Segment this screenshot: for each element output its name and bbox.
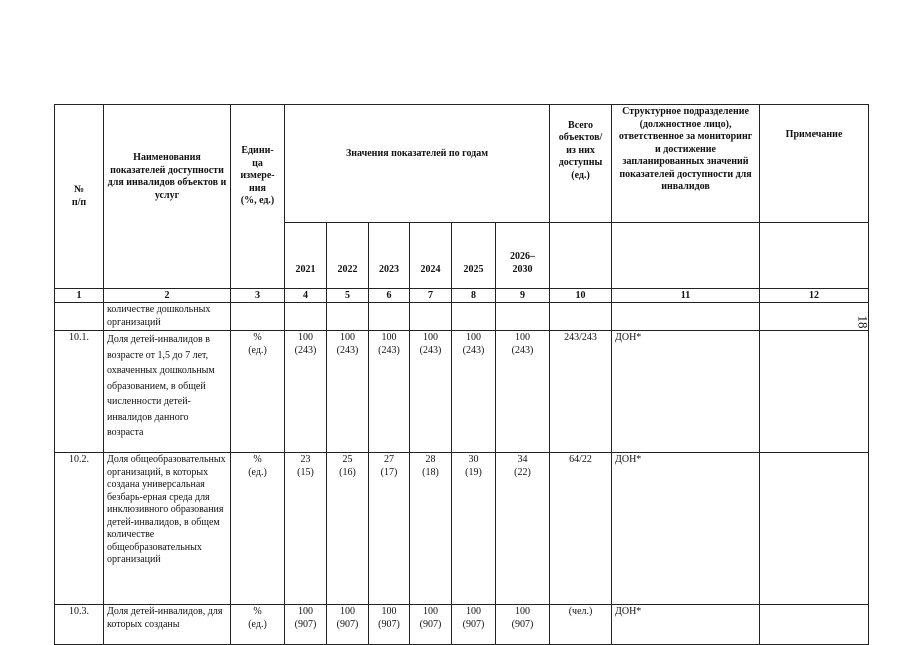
value-2025 [452, 331, 496, 453]
column-number: 9 [496, 289, 550, 303]
value-sub: (243) [462, 344, 485, 356]
responsible-unit: ДОН* [612, 453, 760, 605]
value-main: 100 [381, 332, 397, 343]
column-number: 2 [104, 289, 231, 303]
value-main: 25 [342, 454, 353, 465]
value-2022 [327, 605, 369, 645]
note-cell [760, 331, 869, 453]
value-2024 [410, 605, 452, 645]
column-number: 7 [410, 289, 452, 303]
value-main: 100 [466, 332, 481, 343]
column-number: 1 [55, 289, 104, 303]
value-sub: (907) [294, 618, 317, 630]
table-row-continuation [55, 303, 869, 331]
value-sub: (22) [514, 466, 531, 478]
value-sub: (243) [336, 344, 359, 356]
value-sub: (907) [419, 618, 442, 630]
value-sub: (243) [511, 344, 534, 356]
value-sub: (907) [336, 618, 359, 630]
header-year-2026-2030: 2026– 2030 [496, 223, 550, 289]
header-note: Примечание [760, 105, 869, 223]
value-2021 [285, 331, 327, 453]
value-2021 [285, 605, 327, 645]
column-number: 11 [612, 289, 760, 303]
column-number: 12 [760, 289, 869, 303]
row-number: 10.1. [55, 331, 104, 453]
value-2022 [327, 331, 369, 453]
total-objects: 64/22 [550, 453, 612, 605]
unit-cell: % (ед.) [231, 605, 285, 645]
note-cell [760, 453, 869, 605]
column-number: 4 [285, 289, 327, 303]
value-2026-2030 [496, 605, 550, 645]
value-main: 27 [384, 454, 394, 465]
indicator-name: Доля общеобразовательных организаций, в которых создана универсальная безбарь-ерная среда для инклюзивного образования детей-инвалидов, в общем количестве общеобразовательных организаций [104, 453, 231, 605]
header-responsible: Структурное подразделение (должностное лицо), ответственное за мониторинг и достижение запланированных значений показателей доступности для инвалидов [612, 105, 760, 223]
row-number: 10.2. [55, 453, 104, 605]
value-main: 34 [517, 454, 528, 465]
column-number: 3 [231, 289, 285, 303]
value-main: 100 [515, 606, 531, 617]
value-sub: (243) [294, 344, 317, 356]
value-2026-2030 [496, 331, 550, 453]
value-sub: (18) [422, 466, 439, 478]
value-2023 [369, 453, 410, 605]
value-main: 100 [298, 332, 313, 343]
header-total-objects: Всего объектов/ из них доступны (ед.) [550, 105, 612, 223]
indicators-table [54, 104, 869, 645]
column-number: 10 [550, 289, 612, 303]
header-empty-11 [612, 223, 760, 289]
total-objects: (чел.) [550, 605, 612, 645]
value-2021 [285, 453, 327, 605]
value-main: 100 [466, 606, 481, 617]
value-sub: (907) [378, 618, 400, 630]
column-number: 5 [327, 289, 369, 303]
value-2022 [327, 453, 369, 605]
value-sub: (907) [511, 618, 534, 630]
indicator-name: Доля детей-инвалидов в возрасте от 1,5 до 7 лет, охваченных дошкольным образованием, в общей численности детей-инвалидов данного возраста [104, 331, 231, 453]
header-empty-10 [550, 223, 612, 289]
value-main: 100 [340, 332, 355, 343]
header-year-2022: 2022 [327, 223, 369, 289]
value-main: 28 [425, 454, 436, 465]
value-2023 [369, 605, 410, 645]
unit-cell: % (ед.) [231, 331, 285, 453]
value-2024 [410, 453, 452, 605]
note-cell [760, 605, 869, 645]
row-number [55, 303, 104, 331]
value-main: 100 [423, 606, 438, 617]
header-empty-12 [760, 223, 869, 289]
value-2024 [410, 331, 452, 453]
header-year-2024: 2024 [410, 223, 452, 289]
value-sub: (19) [465, 466, 482, 478]
value-main: 100 [298, 606, 313, 617]
value-main: 30 [468, 454, 479, 465]
indicator-name: количестве дошкольных организаций [104, 303, 231, 331]
value-sub: (243) [378, 344, 400, 356]
value-main: 100 [381, 606, 397, 617]
value-2025 [452, 605, 496, 645]
value-2023 [369, 331, 410, 453]
value-main: 100 [340, 606, 355, 617]
header-year-2021: 2021 [285, 223, 327, 289]
value-sub: (15) [297, 466, 314, 478]
value-2026-2030 [496, 453, 550, 605]
responsible-unit: ДОН* [612, 605, 760, 645]
indicator-name: Доля детей-инвалидов, для которых созданы [104, 605, 231, 645]
table-row-10-1 [55, 331, 869, 453]
unit-cell: % (ед.) [231, 453, 285, 605]
page-number: 18 [855, 315, 871, 329]
column-number-row [55, 289, 869, 303]
header-indicator-name: Наименования показателей доступности для инвалидов объектов и услуг [104, 105, 231, 289]
value-sub: (243) [419, 344, 442, 356]
header-number: № п/п [55, 105, 104, 289]
value-sub: (907) [462, 618, 485, 630]
header-year-2023: 2023 [369, 223, 410, 289]
value-sub: (16) [339, 466, 356, 478]
table-row-10-3 [55, 605, 869, 645]
column-number: 6 [369, 289, 410, 303]
responsible-unit: ДОН* [612, 331, 760, 453]
table-row-10-2 [55, 453, 869, 605]
header-row-1 [55, 105, 869, 223]
header-unit: Едини- ца измере- ния (%, ед.) [231, 105, 285, 289]
row-number: 10.3. [55, 605, 104, 645]
value-main: 100 [515, 332, 531, 343]
value-main: 23 [300, 454, 311, 465]
value-sub: (17) [380, 466, 398, 478]
value-main: 100 [423, 332, 438, 343]
header-year-2025: 2025 [452, 223, 496, 289]
column-number: 8 [452, 289, 496, 303]
total-objects: 243/243 [550, 331, 612, 453]
value-2025 [452, 453, 496, 605]
header-years-group: Значения показателей по годам [285, 105, 550, 223]
